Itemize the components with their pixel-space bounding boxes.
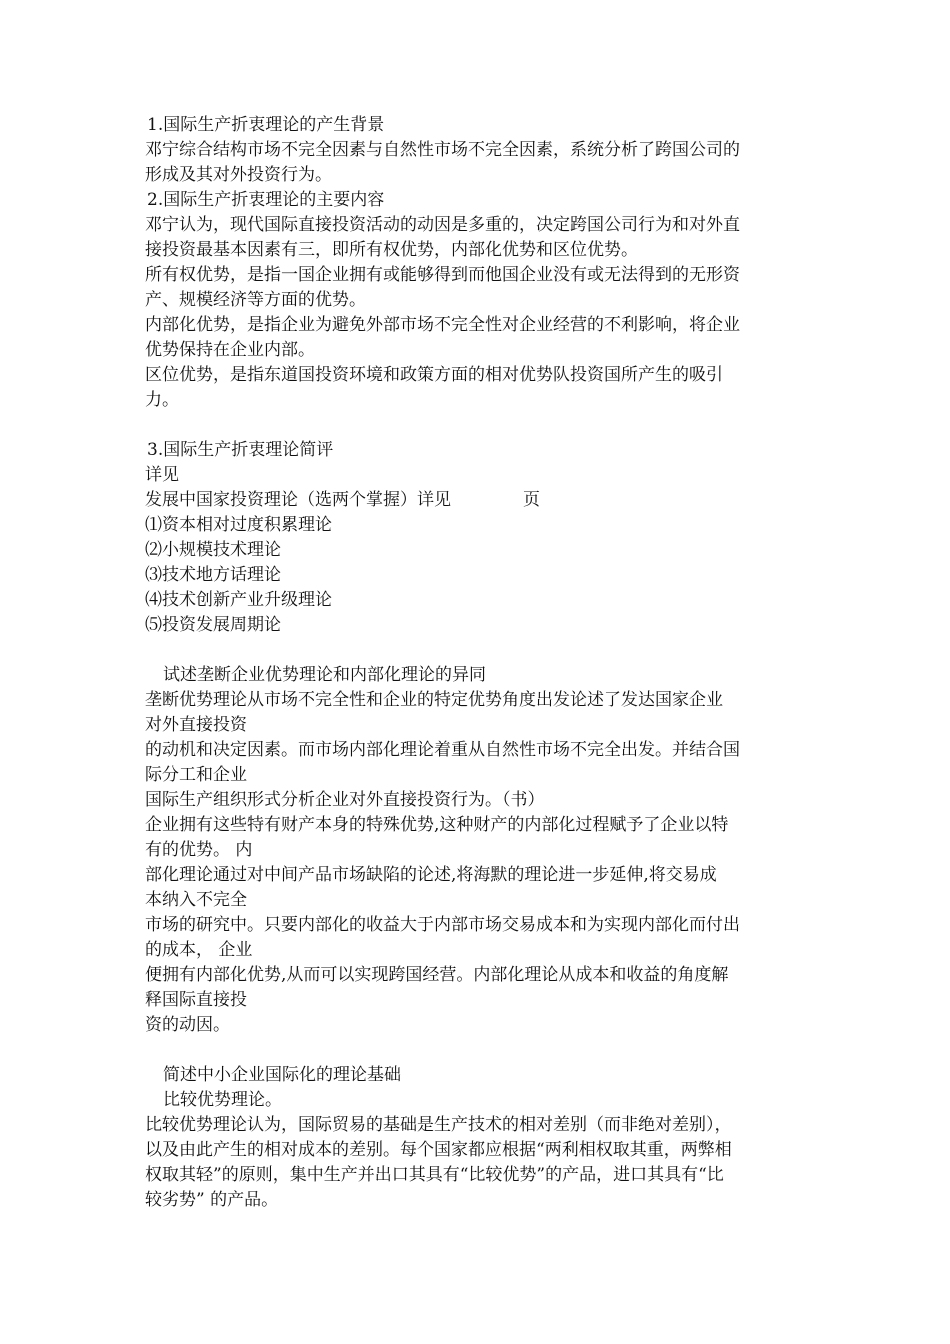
subheading: 比较优势理论。 xyxy=(163,1090,282,1110)
section-3-title: 3.国际生产折衷理论简评 xyxy=(147,440,334,460)
question-2-title: 简述中小企业国际化的理论基础 xyxy=(163,1065,401,1085)
paragraph-line: 的动机和决定因素。而市场内部化理论着重从自然性市场不完全出发。并结合国 xyxy=(145,740,740,760)
blank-line xyxy=(145,1038,825,1063)
paragraph-line: 比较优势理论认为，国际贸易的基础是生产技术的相对差别（而非绝对差别）， xyxy=(145,1115,732,1135)
paragraph-line: 权取其轻”的原则，集中生产并出口其具有“比较优势”的产品，进口其具有“比 xyxy=(145,1165,724,1185)
paragraph-line: 区位优势，是指东道国投资环境和政策方面的相对优势队投资国所产生的吸引 xyxy=(145,365,723,385)
paragraph-line: 以及由此产生的相对成本的差别。每个国家都应根据“两利相权取其重，两弊相 xyxy=(145,1140,732,1160)
paragraph-line: 较劣势” 的产品。 xyxy=(145,1190,279,1210)
paragraph-line: 部化理论通过对中间产品市场缺陷的论述,将海默的理论进一步延伸,将交易成 xyxy=(145,865,717,885)
paragraph-line: 释国际直接投 xyxy=(145,990,247,1010)
paragraph-line: 市场的研究中。只要内部化的收益大于内部市场交易成本和为实现内部化而付出 xyxy=(145,915,740,935)
page-label: 页 xyxy=(523,490,540,510)
paragraph-line: 优势保持在企业内部。 xyxy=(145,340,315,360)
paragraph-line: 详见 xyxy=(145,465,179,485)
paragraph-line: 形成及其对外投资行为。 xyxy=(145,165,332,185)
list-item: ⑶技术地方话理论 xyxy=(145,565,281,585)
paragraph-line: 力。 xyxy=(145,390,179,410)
paragraph-line: 便拥有内部化优势,从而可以实现跨国经营。内部化理论从成本和收益的角度解 xyxy=(145,965,729,985)
document-page xyxy=(145,113,825,1213)
list-item: ⑴资本相对过度积累理论 xyxy=(145,515,332,535)
blank-line xyxy=(145,413,825,438)
paragraph-line: 垄断优势理论从市场不完全性和企业的特定优势角度出发论述了发达国家企业 xyxy=(145,690,723,710)
section-2-title: 2.国际生产折衷理论的主要内容 xyxy=(147,190,385,210)
paragraph-line: 企业拥有这些特有财产本身的特殊优势,这种财产的内部化过程赋予了企业以特 xyxy=(145,815,729,835)
blank-line xyxy=(145,638,825,663)
paragraph-line: 所有权优势，是指一国企业拥有或能够得到而他国企业没有或无法得到的无形资 xyxy=(145,265,740,285)
paragraph-line xyxy=(145,488,825,513)
paragraph-line: 资的动因。 xyxy=(145,1015,230,1035)
paragraph-line: 接投资最基本因素有三，即所有权优势，内部化优势和区位优势。 xyxy=(145,240,638,260)
paragraph-line: 的成本， 企业 xyxy=(145,940,253,960)
paragraph-line: 邓宁综合结构市场不完全因素与自然性市场不完全因素，系统分析了跨国公司的 xyxy=(145,140,740,160)
developing-countries-theory-label: 发展中国家投资理论（选两个掌握）详见 xyxy=(145,490,451,510)
paragraph-line: 际分工和企业 xyxy=(145,765,247,785)
section-1-title: 1.国际生产折衷理论的产生背景 xyxy=(147,115,385,135)
paragraph-line: 内部化优势，是指企业为避免外部市场不完全性对企业经营的不利影响，将企业 xyxy=(145,315,740,335)
paragraph-line: 本纳入不完全 xyxy=(145,890,247,910)
paragraph-line: 对外直接投资 xyxy=(145,715,247,735)
list-item: ⑷技术创新产业升级理论 xyxy=(145,590,332,610)
paragraph-line: 邓宁认为，现代国际直接投资活动的动因是多重的，决定跨国公司行为和对外直 xyxy=(145,215,740,235)
list-item: ⑸投资发展周期论 xyxy=(145,615,281,635)
paragraph-line: 国际生产组织形式分析企业对外直接投资行为。（书） xyxy=(145,790,545,810)
list-item: ⑵小规模技术理论 xyxy=(145,540,281,560)
paragraph-line: 有的优势。 内 xyxy=(145,840,253,860)
paragraph-line: 产、规模经济等方面的优势。 xyxy=(145,290,366,310)
question-1-title: 试述垄断企业优势理论和内部化理论的异同 xyxy=(163,665,486,685)
